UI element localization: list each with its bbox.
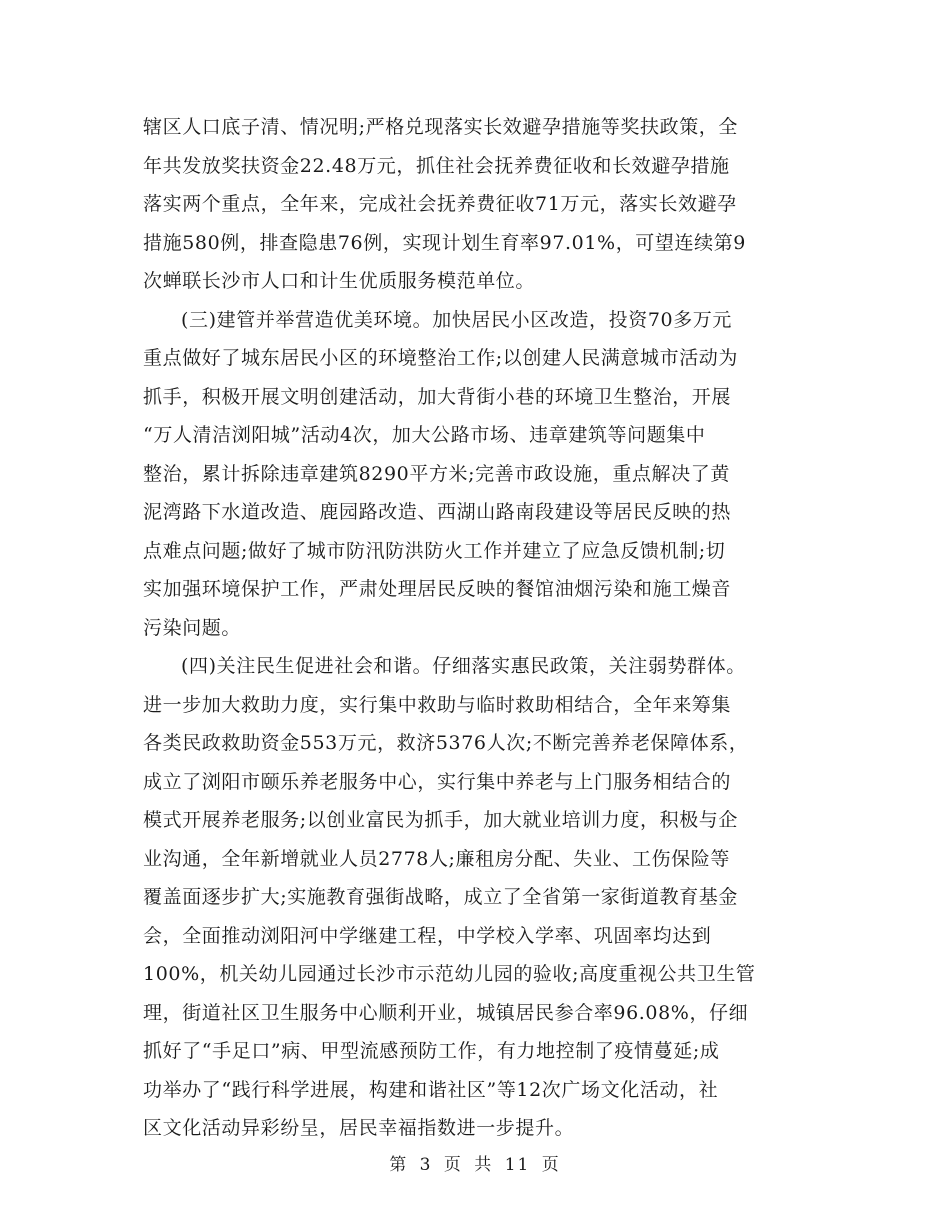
page-number-footer: 第 3 页 共 11 页 xyxy=(389,1155,561,1175)
text-line: 会，全面推动浏阳河中学继建工程，中学校入学率、巩固率均达到 xyxy=(143,924,712,947)
text-line: 实加强环境保护工作，严肃处理居民反映的餐馆油烟污染和施工燥音 xyxy=(143,578,732,600)
text-line: 点难点问题;做好了城市防汛防洪防火工作并建立了应急反馈机制;切 xyxy=(143,539,726,562)
text-line: 泥湾路下水道改造、鹿园路改造、西湖山路南段建设等居民反映的热 xyxy=(143,501,732,523)
text-line: 抓手，积极开展文明创建活动，加大背街小巷的环境卫生整治，开展 xyxy=(143,385,732,408)
text-line: 抓好了“手足口”病、甲型流感预防工作，有力地控制了疫情蔓延;成 xyxy=(143,1040,720,1062)
text-line: 覆盖面逐步扩大;实施教育强街战略，成立了全省第一家街道教育基金 xyxy=(143,886,739,908)
text-line: 年共发放奖扶资金22.48万元，抓住社会抚养费征收和长效避孕措施 xyxy=(143,154,730,177)
text-line: 业沟通，全年新增就业人员2778人;廉租房分配、失业、工伤保险等 xyxy=(143,847,730,870)
text-line: 功举办了“践行科学进展，构建和谐社区”等12次广场文化活动，社 xyxy=(143,1078,719,1101)
text-line: 100%，机关幼儿园通过长沙市示范幼儿园的验收;高度重视公共卫生管 xyxy=(143,963,756,985)
text-line: 次蝉联长沙市人口和计生优质服务模范单位。 xyxy=(143,270,536,292)
text-line: 模式开展养老服务;以创业富民为抓手，加大就业培训力度，积极与企 xyxy=(143,809,739,831)
text-line: 进一步加大救助力度，实行集中救助与临时救助相结合，全年来筹集 xyxy=(143,693,732,716)
text-line: 成立了浏阳市颐乐养老服务中心，实行集中养老与上门服务相结合的 xyxy=(143,770,732,793)
text-line: 辖区人口底子清、情况明;严格兑现落实长效避孕措施等奖扶政策，全 xyxy=(143,116,739,138)
paragraph-start-line: (四)关注民生促进社会和谐。仔细落实惠民政策，关注弱势群体。 xyxy=(181,655,746,677)
text-line: 各类民政救助资金553万元，救济5376人次;不断完善养老保障体系， xyxy=(143,732,749,754)
text-line: 重点做好了城东居民小区的环境整治工作;以创建人民满意城市活动为 xyxy=(143,347,739,369)
text-line: “万人清洁浏阳城”活动4次，加大公路市场、违章建筑等问题集中 xyxy=(143,424,706,446)
text-line: 污染问题。 xyxy=(143,616,242,639)
text-line: 理，街道社区卫生服务中心顺利开业，城镇居民参合率96.08%，仔细 xyxy=(143,1001,749,1024)
paragraph-start-line: (三)建管并举营造优美环境。加快居民小区改造，投资70多万元 xyxy=(181,308,733,331)
body-text xyxy=(143,108,813,1148)
text-line: 区文化活动异彩纷呈，居民幸福指数进一步提升。 xyxy=(143,1117,575,1139)
text-line: 落实两个重点，全年来，完成社会抚养费征收71万元，落实长效避孕 xyxy=(143,193,737,215)
text-line: 措施580例，排查隐患76例，实现计划生育率97.01%，可望连续第9 xyxy=(143,231,746,254)
text-line: 整治，累计拆除违章建筑8290平方米;完善市政设施，重点解决了黄 xyxy=(143,462,730,485)
